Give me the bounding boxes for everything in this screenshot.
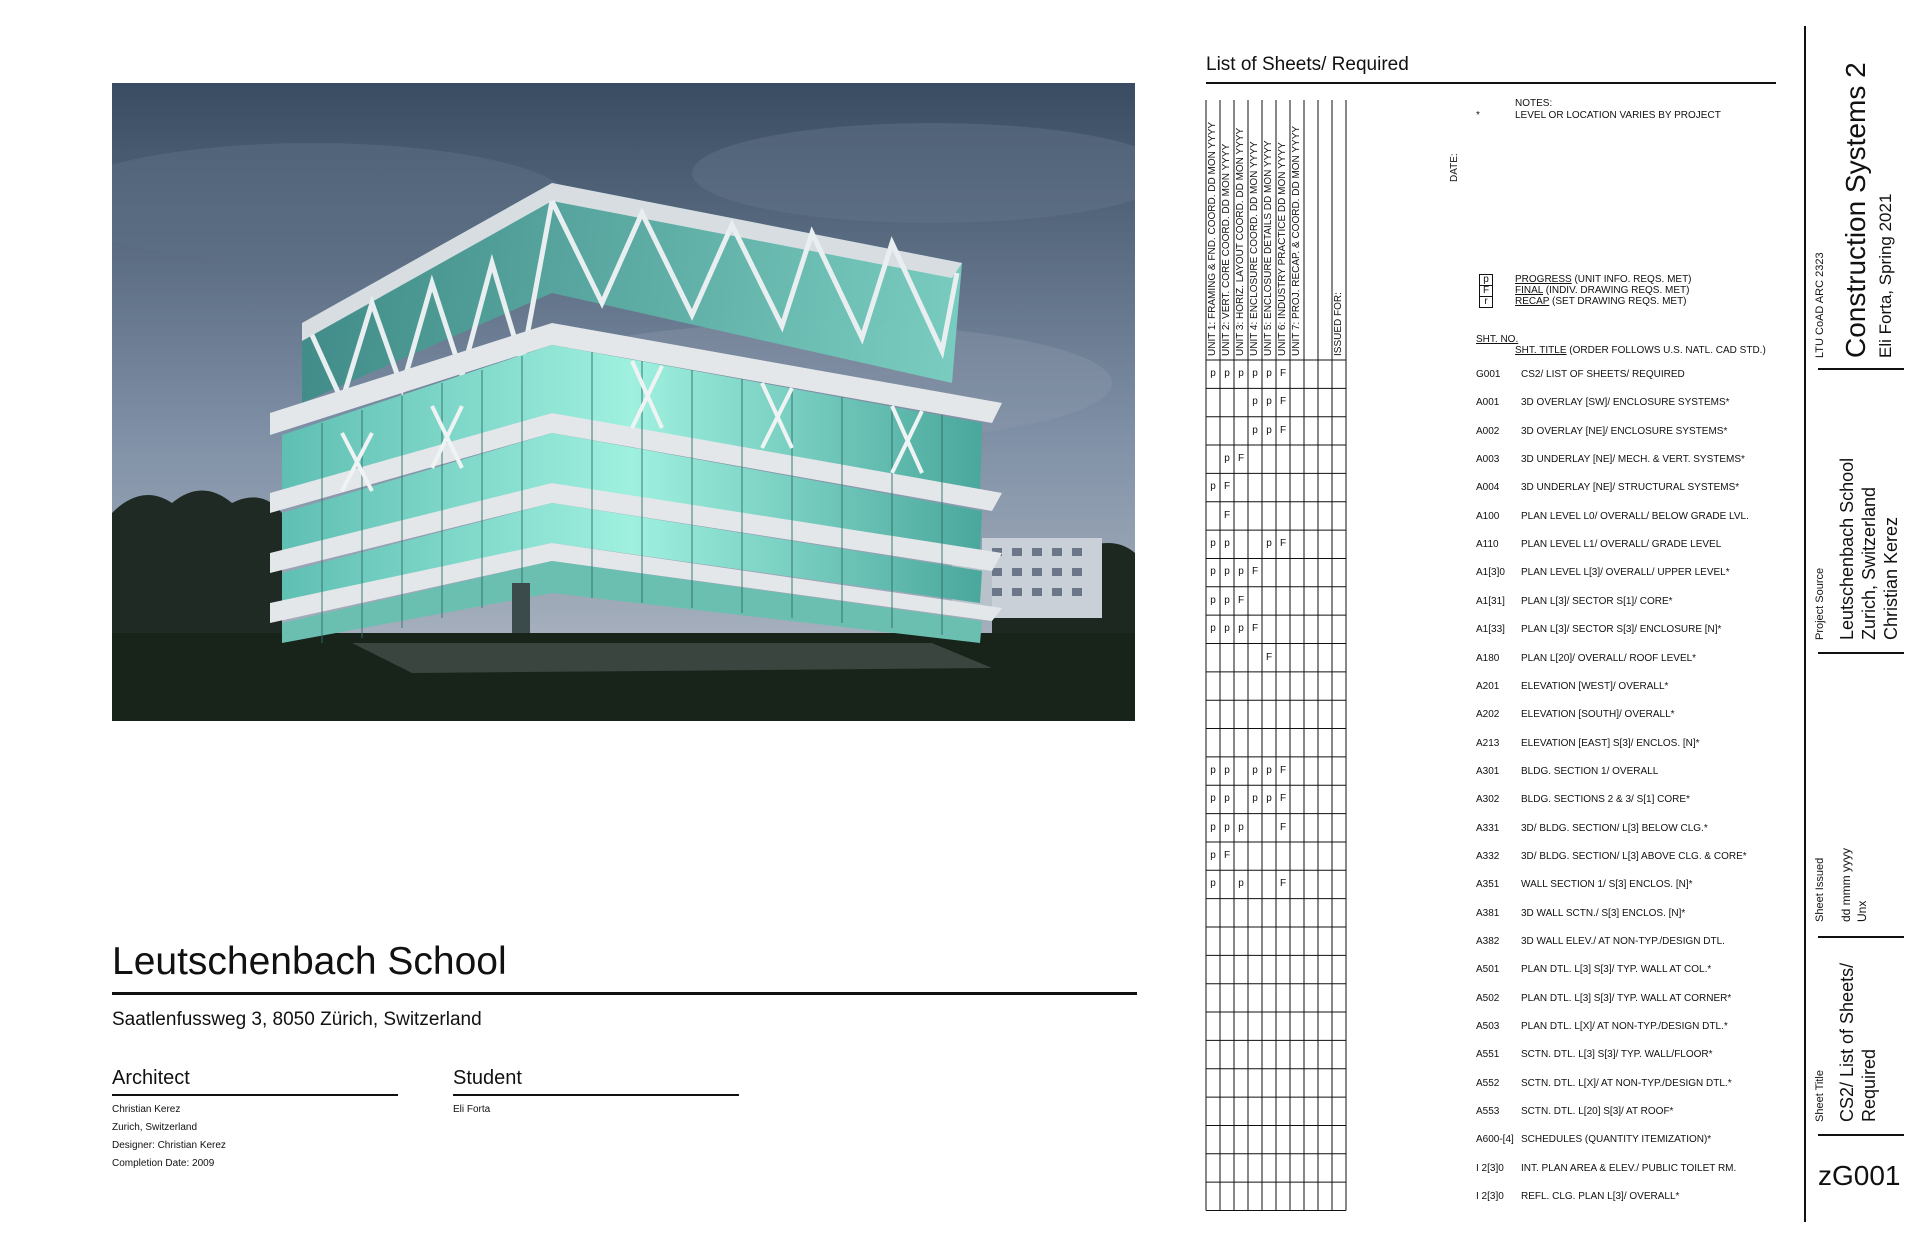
sheet-issued	[1838, 848, 1870, 922]
issue-mark: F	[1265, 651, 1273, 663]
issue-mark: F	[1279, 793, 1287, 805]
sheet-number-cell: A332	[1476, 850, 1500, 862]
title-block-divider	[1818, 368, 1904, 370]
architect-line: Zurich, Switzerland	[112, 1122, 198, 1133]
sheet-title-cell: SCTN. DTL. L[20] S[3]/ AT ROOF*	[1521, 1106, 1674, 1118]
sheet-title-cell: PLAN L[3]/ SECTOR S[3]/ ENCLOSURE [N]*	[1521, 624, 1722, 636]
unit-column-label: ISSUED FOR:	[1333, 292, 1344, 356]
sheet-title-cell: ELEVATION [SOUTH]/ OVERALL*	[1521, 709, 1675, 721]
issue-mark: p	[1238, 368, 1244, 379]
issue-mark: p	[1210, 538, 1216, 550]
unit-column-label: UNIT 6: INDUSTRY PRACTICE DD MON YYYY	[1277, 142, 1288, 356]
sheet-title-cell: PLAN LEVEL L0/ OVERALL/ BELOW GRADE LVL.	[1521, 510, 1749, 522]
sht-no-label: SHT. NO.	[1476, 334, 1519, 345]
sheet-title-cell: 3D WALL ELEV./ AT NON-TYP./DESIGN DTL.	[1521, 936, 1725, 947]
issue-mark: F	[1279, 424, 1287, 436]
issue-mark: p	[1238, 566, 1244, 578]
sheet-title-cell: 3D UNDERLAY [NE]/ MECH. & VERT. SYSTEMS*	[1521, 454, 1745, 466]
sheet-number-cell: A503	[1476, 1021, 1500, 1033]
sheet-number-cell: A001	[1476, 397, 1500, 409]
issue-mark: p	[1266, 368, 1272, 379]
issue-mark: p	[1266, 538, 1272, 550]
issue-mark: p	[1238, 623, 1244, 635]
sheet-number-cell: A502	[1476, 992, 1500, 1004]
sht-title-note: (ORDER FOLLOWS U.S. NATL. CAD STD.)	[1566, 345, 1766, 356]
sht-title-header	[1515, 345, 1766, 356]
sheet-number-cell: A1[33]	[1476, 624, 1505, 636]
issue-mark: F	[1279, 538, 1287, 550]
unit-column-label: UNIT 5: ENCLOSURE DETAILS DD MON YYYY	[1263, 140, 1274, 356]
sheet-number: zG001	[1818, 1160, 1901, 1191]
project-source-line: Leutschenbach School	[1837, 457, 1857, 640]
sheet-number-cell: I 2[3]0	[1476, 1162, 1504, 1174]
architect-line: Christian Kerez	[112, 1104, 181, 1115]
legend-desc: (UNIT INFO. REQS. MET)	[1571, 274, 1692, 285]
sheet-number-cell: A501	[1476, 964, 1500, 976]
issue-mark: p	[1210, 481, 1216, 493]
sheet-title-cell: ELEVATION [WEST]/ OVERALL*	[1521, 680, 1669, 692]
sheet-title-cell: SCTN. DTL. L[3] S[3]/ TYP. WALL/FLOOR*	[1521, 1049, 1713, 1061]
note-star: *	[1476, 110, 1480, 121]
architect-heading: Architect	[112, 1067, 190, 1089]
issue-mark: p	[1266, 793, 1272, 805]
project-source-line: Christian Kerez	[1881, 516, 1901, 640]
issue-mark: p	[1266, 764, 1272, 776]
sheet-number-cell: A202	[1476, 709, 1500, 721]
issue-mark: F	[1279, 396, 1287, 408]
unit-column-label: UNIT 1: FRAMING & FND. COORD. DD MON YYYY	[1207, 121, 1218, 356]
project-address: Saatlenfussweg 3, 8050 Zürich, Switzerland	[112, 1009, 482, 1030]
issue-mark: p	[1224, 538, 1230, 550]
issue-mark: p	[1238, 821, 1244, 833]
notes-label: NOTES:	[1515, 98, 1553, 109]
issue-mark: p	[1210, 821, 1216, 833]
sheet-title-cell: REFL. CLG. PLAN L[3]/ OVERALL*	[1521, 1191, 1680, 1203]
issue-mark: F	[1223, 509, 1231, 521]
title-block-border	[1804, 26, 1806, 1222]
sheet-number-cell: A213	[1476, 737, 1500, 749]
sheet-number-cell: A180	[1476, 652, 1500, 664]
student-name: Eli Forta	[453, 1104, 491, 1115]
sheet-title-cell: INT. PLAN AREA & ELEV./ PUBLIC TOILET RM.	[1521, 1162, 1737, 1174]
sheet-number-cell: A201	[1476, 680, 1500, 692]
project-title: Leutschenbach School	[112, 940, 507, 983]
sheet-number-cell: I 2[3]0	[1476, 1191, 1504, 1203]
sheet-number-cell: A600-[4]	[1476, 1134, 1514, 1146]
note-text: LEVEL OR LOCATION VARIES BY PROJECT	[1515, 110, 1721, 121]
issue-mark: p	[1224, 764, 1230, 776]
course-title: Construction Systems 2	[1840, 62, 1871, 358]
sheet-number-cell: A100	[1476, 510, 1500, 522]
sheet-issued-line: Unx	[1855, 900, 1869, 922]
sheet-title-line: Required	[1859, 1048, 1879, 1122]
title-block-divider	[1818, 652, 1904, 654]
sheet-number-cell: A301	[1476, 765, 1500, 777]
sheet-title-cell: PLAN LEVEL L1/ OVERALL/ GRADE LEVEL	[1521, 539, 1722, 551]
sheet-title-cell: 3D/ BLDG. SECTION/ L[3] BELOW CLG.*	[1521, 822, 1708, 834]
legend-desc: (SET DRAWING REQS. MET)	[1549, 296, 1687, 307]
project-source	[1836, 458, 1902, 640]
sheet-number-cell: A382	[1476, 936, 1500, 947]
sheet-number-cell: A302	[1476, 794, 1500, 806]
unit-column-label: UNIT 2: VERT. CORE COORD. DD MON YYYY	[1221, 143, 1232, 356]
issue-mark: p	[1210, 764, 1216, 776]
sheet-number-cell: A1[3]0	[1476, 567, 1505, 579]
issue-mark: F	[1279, 878, 1287, 890]
sheet-title-line: CS2/ List of Sheets/	[1837, 962, 1857, 1122]
sheet-number-cell: A331	[1476, 822, 1500, 834]
legend-entry	[1515, 296, 1687, 307]
sheet-title-cell: BLDG. SECTIONS 2 & 3/ S[1] CORE*	[1521, 794, 1690, 806]
sht-title-label: SHT. TITLE	[1515, 345, 1567, 356]
issue-mark: F	[1279, 821, 1287, 833]
sheet-issued-label: Sheet Issued	[1814, 857, 1826, 922]
sheet-title-cell: CS2/ LIST OF SHEETS/ REQUIRED	[1521, 369, 1685, 380]
sheet-list-heading: List of Sheets/ Required	[1206, 54, 1409, 75]
sheet-number-cell: A553	[1476, 1106, 1500, 1118]
issue-mark: p	[1252, 368, 1258, 379]
issue-mark: p	[1224, 566, 1230, 578]
sheet-number-cell: A351	[1476, 879, 1500, 891]
architect-line: Completion Date: 2009	[112, 1158, 215, 1169]
sheet-title-cell: 3D UNDERLAY [NE]/ STRUCTURAL SYSTEMS*	[1521, 482, 1740, 494]
issue-mark: p	[1224, 821, 1230, 833]
title-block-divider	[1818, 936, 1904, 938]
sheet-title-cell: BLDG. SECTION 1/ OVERALL	[1521, 765, 1659, 777]
sheet-title-cell: WALL SECTION 1/ S[3] ENCLOS. [N]*	[1521, 879, 1693, 891]
sheet-number-cell: A004	[1476, 482, 1500, 494]
sheet-title	[1836, 963, 1880, 1122]
sheet-title-cell: 3D OVERLAY [SW]/ ENCLOSURE SYSTEMS*	[1521, 397, 1730, 409]
course-code: LTU CoAD ARC 2323	[1814, 252, 1826, 358]
legend-entry	[1515, 274, 1692, 285]
issue-mark: p	[1252, 424, 1258, 436]
unit-column-label: UNIT 3: HORIZ. LAYOUT COORD. DD MON YYYY	[1235, 127, 1246, 356]
legend-desc: (INDIV. DRAWING REQS. MET)	[1542, 285, 1690, 296]
issue-mark: p	[1210, 623, 1216, 635]
sheet-number-cell: A381	[1476, 907, 1500, 919]
sheet-title-cell: 3D/ BLDG. SECTION/ L[3] ABOVE CLG. & CORE*	[1521, 850, 1747, 862]
sheet-title-cell: SCHEDULES (QUANTITY ITEMIZATION)*	[1521, 1134, 1712, 1146]
sheet-number-cell: G001	[1476, 369, 1501, 380]
sheet-title-cell: 3D OVERLAY [NE]/ ENCLOSURE SYSTEMS*	[1521, 425, 1728, 437]
issue-mark: p	[1210, 594, 1216, 606]
issue-mark: p	[1210, 566, 1216, 578]
sheet-number-cell: A110	[1476, 539, 1499, 551]
issue-mark: p	[1252, 764, 1258, 776]
sheet-number-cell: A002	[1476, 425, 1500, 437]
issue-mark: p	[1238, 878, 1244, 890]
issue-mark: F	[1279, 764, 1287, 776]
sheet-number-cell: A1[31]	[1476, 595, 1505, 607]
legend-term: FINAL	[1515, 285, 1543, 296]
issue-mark: F	[1237, 594, 1245, 606]
student-heading: Student	[453, 1067, 522, 1089]
title-block-divider	[1818, 1134, 1904, 1136]
issue-mark: F	[1237, 453, 1245, 465]
issue-mark: p	[1224, 453, 1230, 465]
sheet-title-cell: PLAN DTL. L[3] S[3]/ TYP. WALL AT CORNER*	[1521, 992, 1732, 1004]
sheet-title-cell: PLAN L[20]/ OVERALL/ ROOF LEVEL*	[1521, 652, 1697, 664]
issue-mark: F	[1251, 623, 1259, 635]
legend-term: RECAP	[1515, 296, 1550, 307]
sheet-title-cell: PLAN L[3]/ SECTOR S[1]/ CORE*	[1521, 595, 1673, 607]
legend-key: p	[1479, 274, 1493, 286]
date-label: DATE:	[1449, 153, 1460, 182]
course-term: Eli Forta, Spring 2021	[1876, 193, 1895, 358]
issue-mark: p	[1210, 878, 1216, 890]
unit-column-label: UNIT 7: PROJ. RECAP. & COORD. DD MON YYYY	[1291, 125, 1302, 356]
project-source-line: Zurich, Switzerland	[1859, 486, 1879, 640]
sheet-issued-line: dd mmm yyyy	[1839, 847, 1853, 922]
sheet-title-cell: PLAN DTL. L[3] S[3]/ TYP. WALL AT COL.*	[1521, 964, 1712, 976]
issue-mark: F	[1223, 481, 1231, 493]
issue-mark: p	[1210, 849, 1216, 861]
issue-mark: p	[1224, 623, 1230, 635]
architect-line: Designer: Christian Kerez	[112, 1140, 226, 1151]
unit-column-label: UNIT 4: ENCLOSURE COORD. DD MON YYYY	[1249, 141, 1260, 356]
issue-mark: p	[1266, 424, 1272, 436]
issue-mark: p	[1210, 793, 1216, 805]
sheet-title-label: Sheet Title	[1814, 1070, 1826, 1122]
project-source-label: Project Source	[1814, 567, 1826, 640]
issue-mark: p	[1252, 793, 1258, 805]
issue-mark: F	[1279, 368, 1287, 379]
sheet-title-cell: PLAN DTL. L[X]/ AT NON-TYP./DESIGN DTL.*	[1521, 1021, 1728, 1033]
legend-key: F	[1479, 285, 1493, 297]
legend-term: PROGRESS	[1515, 274, 1572, 285]
issue-mark: F	[1223, 849, 1231, 861]
sheet-title-cell: PLAN LEVEL L[3]/ OVERALL/ UPPER LEVEL*	[1521, 567, 1730, 579]
issue-mark: p	[1224, 368, 1230, 379]
issue-mark: p	[1210, 368, 1216, 379]
issue-mark: p	[1224, 594, 1230, 606]
sheet-title-cell: 3D WALL SCTN./ S[3] ENCLOS. [N]*	[1521, 907, 1686, 919]
issue-mark: F	[1251, 566, 1259, 578]
legend-entry	[1515, 285, 1689, 296]
sheet-number-cell: A552	[1476, 1077, 1500, 1089]
sheet-number-cell: A551	[1476, 1049, 1500, 1061]
sheet-title-cell: ELEVATION [EAST] S[3]/ ENCLOS. [N]*	[1521, 737, 1700, 749]
issue-mark: p	[1224, 793, 1230, 805]
issue-mark: p	[1266, 396, 1272, 408]
issue-mark: p	[1252, 396, 1258, 408]
legend-key: r	[1479, 296, 1493, 308]
sheet-title-cell: SCTN. DTL. L[X]/ AT NON-TYP./DESIGN DTL.*	[1521, 1077, 1732, 1089]
sheet-number-cell: A003	[1476, 454, 1500, 466]
